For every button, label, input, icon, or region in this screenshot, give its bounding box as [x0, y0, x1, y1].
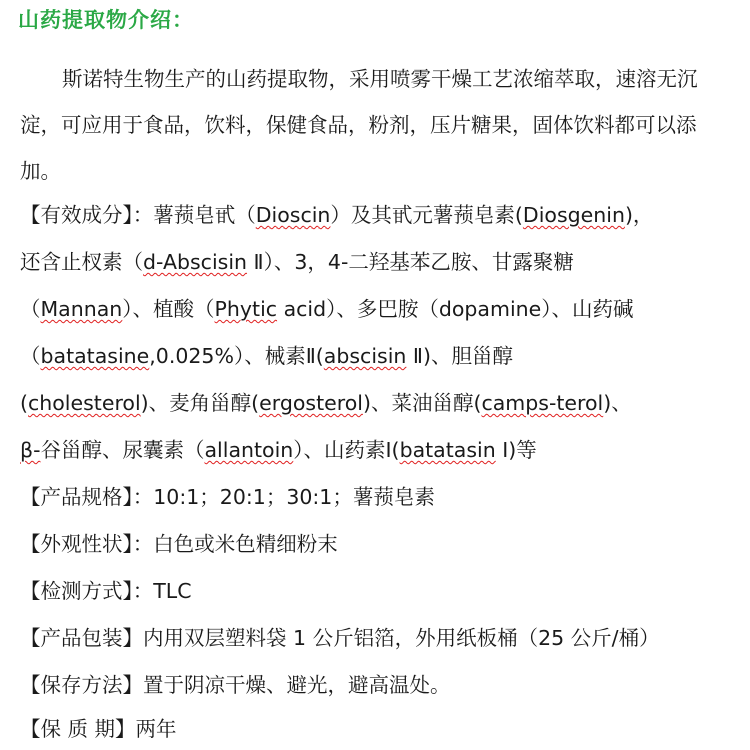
intro-paragraph: 斯诺特生物生产的山药提取物，采用喷雾干燥工艺浓缩萃取，速溶无沉淀，可应用于食品，饮料，保健食品，粉剂，压片糖果，固体饮料都可以添加。: [20, 67, 698, 183]
packaging-row: [20, 623, 740, 653]
text-segment: )，: [624, 203, 654, 227]
test-method-label: 【检测方式】：: [20, 579, 154, 603]
packaging-label: 【产品包装】: [20, 626, 143, 650]
spellcheck-word: ergosterol: [259, 391, 363, 415]
text-segment: )、: [603, 391, 632, 415]
test-method-value: TLC: [153, 579, 192, 603]
text-segment: ,0.025%）、械素Ⅱ(: [149, 344, 324, 368]
text-segment: )、菜油甾醇(: [362, 391, 482, 415]
text-segment: （: [20, 297, 41, 321]
shelf-life-value: 两年: [135, 717, 177, 741]
spellcheck-word: Mannan: [40, 297, 123, 321]
ingredients-line-1: [20, 200, 740, 230]
text-segment: Ⅰ)等: [495, 438, 537, 462]
text-segment: 谷甾醇、尿囊素（: [40, 438, 205, 462]
text-segment: 薯蓣皂甙（: [153, 203, 256, 227]
text-segment: ）、山药素Ⅰ(: [293, 438, 400, 462]
appearance-label: 【外观性状】：: [20, 532, 154, 556]
storage-row: [20, 670, 740, 700]
spellcheck-word: cholesterol: [28, 391, 141, 415]
specs-label: 【产品规格】：: [20, 485, 154, 509]
page-title: 山药提取物介绍：: [18, 8, 194, 32]
text-segment: Ⅱ)、胆甾醇: [406, 344, 513, 368]
text-segment: 还含止杈素（: [20, 250, 143, 274]
storage-value: 置于阴凉干燥、避光，避高温处。: [143, 673, 451, 697]
spellcheck-word: abscisin: [323, 344, 407, 368]
spellcheck-word: Phytic: [214, 297, 278, 321]
text-segment: Ⅱ）、3，4-二羟基苯乙胺、甘露聚糖: [247, 250, 574, 274]
shelf-life-label: 【保 质 期】: [20, 717, 136, 741]
ingredients-line-4: [20, 341, 740, 371]
spellcheck-word: Diosgenin: [522, 203, 625, 227]
specs-row: [20, 482, 740, 512]
test-method-row: [20, 576, 740, 606]
ingredients-line-6: [20, 435, 740, 465]
text-segment: （: [20, 344, 41, 368]
spellcheck-word: allantoin: [204, 438, 294, 462]
spellcheck-word: Dioscin: [255, 203, 331, 227]
storage-label: 【保存方法】: [20, 673, 143, 697]
spellcheck-word: camps-terol: [481, 391, 604, 415]
spellcheck-word: batatasin: [399, 438, 496, 462]
text-segment: ）及其甙元薯蓣皂素(: [330, 203, 523, 227]
text-segment: acid）、多巴胺（dopamine）、山药碱: [277, 297, 634, 321]
spellcheck-word: batatasine: [40, 344, 150, 368]
appearance-value: 白色或米色精细粉末: [153, 532, 338, 556]
spellcheck-word: β-: [20, 438, 41, 462]
text-segment: )、麦角甾醇(: [140, 391, 260, 415]
shelf-life-row: [20, 714, 740, 744]
spellcheck-word: d-Abscisin: [143, 250, 248, 274]
ingredients-line-3: [20, 294, 740, 324]
specs-value: 10:1；20:1；30:1；薯蓣皂素: [153, 485, 435, 509]
appearance-row: [20, 529, 740, 559]
ingredients-label: 【有效成分】：: [20, 203, 154, 227]
packaging-value: 内用双层塑料袋 1 公斤铝箔，外用纸板桶（25 公斤/桶）: [143, 626, 660, 650]
ingredients-line-5: [20, 388, 740, 418]
text-segment: ）、植酸（: [122, 297, 215, 321]
text-segment: (: [20, 391, 28, 415]
ingredients-line-2: [20, 247, 740, 277]
